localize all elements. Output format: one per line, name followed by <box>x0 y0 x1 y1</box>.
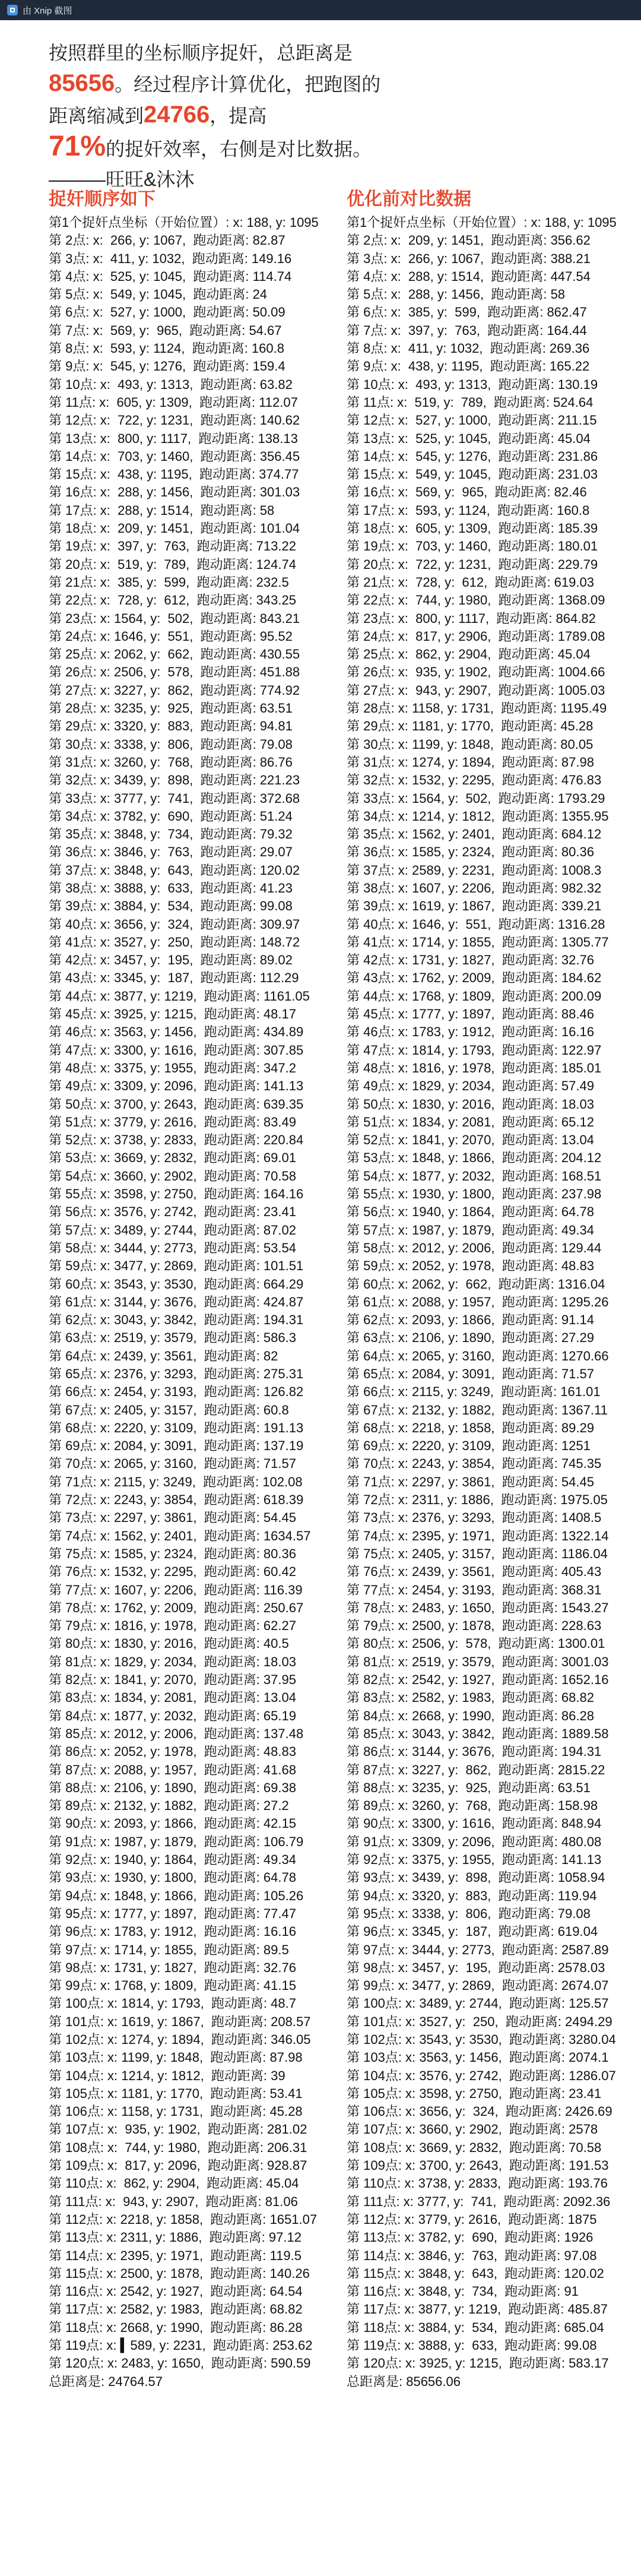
optimized-route-row: 第 102点: x: 1274, y: 1894, 跑动距离: 346.05 <box>49 2031 311 2047</box>
optimized-route-row: 第 2点: x: 266, y: 1067, 跑动距离: 82.87 <box>49 233 285 248</box>
optimized-route-row: 第 18点: x: 209, y: 1451, 跑动距离: 101.04 <box>49 521 300 536</box>
original-route-row: 第 20点: x: 722, y: 1231, 跑动距离: 229.79 <box>347 556 598 572</box>
original-route-row: 第 79点: x: 2500, y: 1878, 跑动距离: 228.63 <box>347 1618 602 1634</box>
optimized-route-row: 第 68点: x: 2220, y: 3109, 跑动距离: 191.13 <box>49 1420 304 1435</box>
original-route-row: 第 63点: x: 2106, y: 1890, 跑动距离: 27.29 <box>347 1330 594 1346</box>
optimized-route-row: 第 40点: x: 3656, y: 324, 跑动距离: 309.97 <box>49 916 300 932</box>
original-route-row: 第 14点: x: 545, y: 1276, 跑动距离: 231.86 <box>347 448 598 464</box>
original-route-row: 第 114点: x: 3846, y: 763, 跑动距离: 97.08 <box>347 2248 597 2263</box>
original-route-row: 第 6点: x: 385, y: 599, 跑动距离: 862.47 <box>347 305 587 320</box>
optimized-route-row: 第 119点: x: ▍589, y: 2231, 跑动距离: 253.62 <box>49 2338 313 2353</box>
optimized-route-row: 第 96点: x: 1783, y: 1912, 跑动距离: 16.16 <box>49 1924 296 1939</box>
original-route-row: 第 49点: x: 1829, y: 2034, 跑动距离: 57.49 <box>347 1078 594 1094</box>
original-route-row: 第 77点: x: 2454, y: 3193, 跑动距离: 368.31 <box>347 1582 602 1597</box>
original-route-row: 第 92点: x: 3375, y: 1955, 跑动距离: 141.13 <box>347 1852 602 1868</box>
original-route-row: 第 39点: x: 1619, y: 1867, 跑动距离: 339.21 <box>347 898 602 914</box>
original-route-row: 第 19点: x: 703, y: 1460, 跑动距离: 180.01 <box>347 539 598 554</box>
original-start-point: 第1个捉奸点坐标（开始位置）: x: 188, y: 1095 <box>347 215 617 230</box>
original-route-row: 第 75点: x: 2405, y: 3157, 跑动距离: 1186.04 <box>347 1546 608 1561</box>
original-route-row: 第 84点: x: 2668, y: 1990, 跑动距离: 86.28 <box>347 1708 594 1723</box>
original-route-row: 第 23点: x: 800, y: 1117, 跑动距离: 864.82 <box>347 610 596 626</box>
original-route-row: 第 22点: x: 744, y: 1980, 跑动距离: 1368.09 <box>347 593 605 608</box>
original-route-row: 第 106点: x: 3656, y: 324, 跑动距离: 2426.69 <box>347 2104 613 2119</box>
original-route-row: 第 7点: x: 397, y: 763, 跑动距离: 164.44 <box>347 322 587 338</box>
optimized-route-row: 第 50点: x: 3700, y: 2643, 跑动距离: 639.35 <box>49 1096 304 1112</box>
optimized-route-row: 第 39点: x: 3884, y: 534, 跑动距离: 99.08 <box>49 898 293 914</box>
optimized-route-row: 第 36点: x: 3846, y: 763, 跑动距离: 29.07 <box>49 844 293 860</box>
optimized-start-point: 第1个捉奸点坐标（开始位置）: x: 188, y: 1095 <box>49 215 319 230</box>
optimized-route-row: 第 111点: x: 943, y: 2907, 跑动距离: 81.06 <box>49 2194 298 2209</box>
original-route-row: 第 108点: x: 3669, y: 2832, 跑动距离: 70.58 <box>347 2140 602 2155</box>
optimized-route-row: 第 120点: x: 2483, y: 1650, 跑动距离: 590.59 <box>49 2356 311 2371</box>
original-route-row: 第 95点: x: 3338, y: 806, 跑动距离: 79.08 <box>347 1906 591 1921</box>
optimized-distance: 24766 <box>144 102 210 128</box>
xnip-app-icon <box>7 5 18 15</box>
original-route-row: 第 104点: x: 3576, y: 2742, 跑动距离: 1286.07 <box>347 2068 616 2083</box>
original-route-list <box>347 232 641 2372</box>
original-route-row: 第 36点: x: 1585, y: 2324, 跑动距离: 80.36 <box>347 844 594 860</box>
original-route-row: 第 52点: x: 1841, y: 2070, 跑动距离: 13.04 <box>347 1132 594 1148</box>
optimized-route-row: 第 117点: x: 2582, y: 1983, 跑动距离: 68.82 <box>49 2302 303 2317</box>
optimized-route-row: 第 44点: x: 3877, y: 1219, 跑动距离: 1161.05 <box>49 988 310 1004</box>
original-route-row: 第 38点: x: 1607, y: 2206, 跑动距离: 982.32 <box>347 880 602 895</box>
original-route-row: 第 3点: x: 266, y: 1067, 跑动距离: 388.21 <box>347 251 591 266</box>
optimized-route-row: 第 58点: x: 3444, y: 2773, 跑动距离: 53.54 <box>49 1240 296 1255</box>
optimized-route-row: 第 20点: x: 519, y: 789, 跑动距离: 124.74 <box>49 556 296 572</box>
original-route-row: 第 82点: x: 2542, y: 1927, 跑动距离: 1652.16 <box>347 1672 609 1688</box>
optimized-route-row: 第 97点: x: 1714, y: 1855, 跑动距离: 89.5 <box>49 1942 289 1957</box>
optimized-route-row: 第 56点: x: 3576, y: 2742, 跑动距离: 23.41 <box>49 1204 296 1220</box>
original-route-row: 第 85点: x: 3043, y: 3842, 跑动距离: 1889.58 <box>347 1726 609 1741</box>
optimized-route-row: 第 8点: x: 593, y: 1124, 跑动距离: 160.8 <box>49 341 284 356</box>
original-route-title: 优化前对比数据 <box>347 189 471 209</box>
optimized-route-row: 第 27点: x: 3227, y: 862, 跑动距离: 774.92 <box>49 682 300 698</box>
optimized-total-distance: 总距离是: 24764.57 <box>49 2374 163 2389</box>
original-route-row: 第 29点: x: 1181, y: 1770, 跑动距离: 45.28 <box>347 719 594 734</box>
original-route-row: 第 50点: x: 1830, y: 2016, 跑动距离: 18.03 <box>347 1096 594 1112</box>
original-route-row: 第 86点: x: 3144, y: 3676, 跑动距离: 194.31 <box>347 1744 602 1759</box>
optimized-route-row: 第 80点: x: 1830, y: 2016, 跑动距离: 40.5 <box>49 1636 289 1651</box>
optimized-route-row: 第 75点: x: 1585, y: 2324, 跑动距离: 80.36 <box>49 1546 296 1561</box>
original-route-row: 第 94点: x: 3320, y: 883, 跑动距离: 119.94 <box>347 1888 597 1903</box>
optimized-route-row: 第 93点: x: 1930, y: 1800, 跑动距离: 64.78 <box>49 1870 296 1885</box>
optimized-route-row: 第 66点: x: 2454, y: 3193, 跑动距离: 126.82 <box>49 1384 304 1400</box>
original-route-row: 第 69点: x: 2220, y: 3109, 跑动距离: 1251 <box>347 1438 591 1454</box>
optimized-route-row: 第 86点: x: 2052, y: 1978, 跑动距离: 48.83 <box>49 1744 296 1759</box>
optimized-route-row: 第 51点: x: 3779, y: 2616, 跑动距离: 83.49 <box>49 1114 296 1129</box>
optimized-route-row: 第 85点: x: 2012, y: 2006, 跑动距离: 137.48 <box>49 1726 304 1741</box>
original-route-row: 第 48点: x: 1816, y: 1978, 跑动距离: 185.01 <box>347 1060 602 1075</box>
optimized-route-row: 第 106点: x: 1158, y: 1731, 跑动距离: 45.28 <box>49 2104 303 2119</box>
optimized-route-row: 第 12点: x: 722, y: 1231, 跑动距离: 140.62 <box>49 413 300 428</box>
optimized-route-row: 第 4点: x: 525, y: 1045, 跑动距离: 114.74 <box>49 268 292 284</box>
optimized-route-row: 第 98点: x: 1731, y: 1827, 跑动距离: 32.76 <box>49 1960 296 1975</box>
optimized-route-row: 第 69点: x: 2084, y: 3091, 跑动距离: 137.19 <box>49 1438 304 1454</box>
window-title: 由 Xnip 截图 <box>23 5 72 16</box>
optimized-route-row: 第 35点: x: 3848, y: 734, 跑动距离: 79.32 <box>49 827 293 842</box>
efficiency-percent: 71% <box>49 131 106 162</box>
optimized-route-row: 第 101点: x: 1619, y: 1867, 跑动距离: 208.57 <box>49 2014 311 2029</box>
original-route-row: 第 89点: x: 3260, y: 768, 跑动距离: 158.98 <box>347 1798 598 1814</box>
optimized-route-row: 第 115点: x: 2500, y: 1878, 跑动距离: 140.26 <box>49 2265 310 2281</box>
optimized-route-row: 第 62点: x: 3043, y: 3842, 跑动距离: 194.31 <box>49 1312 304 1328</box>
original-route-row: 第 30点: x: 1199, y: 1848, 跑动距离: 80.05 <box>347 736 594 752</box>
original-route-row: 第 51点: x: 1834, y: 2081, 跑动距离: 65.12 <box>347 1114 594 1129</box>
original-route-row: 第 15点: x: 549, y: 1045, 跑动距离: 231.03 <box>347 467 598 482</box>
original-route-row: 第 46点: x: 1783, y: 1912, 跑动距离: 16.16 <box>347 1024 594 1040</box>
optimized-route-row: 第 22点: x: 728, y: 612, 跑动距离: 343.25 <box>49 593 296 608</box>
optimized-route-row: 第 42点: x: 3457, y: 195, 跑动距离: 89.02 <box>49 952 293 968</box>
original-route-row: 第 96点: x: 3345, y: 187, 跑动距离: 619.04 <box>347 1924 598 1939</box>
optimized-route-row: 第 23点: x: 1564, y: 502, 跑动距离: 843.21 <box>49 610 300 626</box>
original-total-distance: 总距离是: 85656.06 <box>347 2374 461 2389</box>
optimized-route-row: 第 6点: x: 527, y: 1000, 跑动距离: 50.09 <box>49 305 285 320</box>
optimized-route-row: 第 84点: x: 1877, y: 2032, 跑动距离: 65.19 <box>49 1708 296 1723</box>
intro-text-1: 按照群里的坐标顺序捉奸，总距离是 <box>49 42 353 64</box>
original-route-row: 第 100点: x: 3489, y: 2744, 跑动距离: 125.57 <box>347 1996 609 2011</box>
optimized-route-row: 第 14点: x: 703, y: 1460, 跑动距离: 356.45 <box>49 448 300 464</box>
optimized-route-row: 第 88点: x: 2106, y: 1890, 跑动距离: 69.38 <box>49 1780 296 1795</box>
optimized-route-row: 第 53点: x: 3669, y: 2832, 跑动距离: 69.01 <box>49 1150 296 1166</box>
original-route-row: 第 5点: x: 288, y: 1456, 跑动距离: 58 <box>347 287 566 302</box>
original-route-row: 第 12点: x: 527, y: 1000, 跑动距离: 211.15 <box>347 413 597 428</box>
optimized-route-row: 第 9点: x: 545, y: 1276, 跑动距离: 159.4 <box>49 359 285 374</box>
optimized-route-row: 第 63点: x: 2519, y: 3579, 跑动距离: 586.3 <box>49 1330 296 1346</box>
optimized-route-row: 第 13点: x: 800, y: 1117, 跑动距离: 138.13 <box>49 431 298 446</box>
optimized-route-row: 第 82点: x: 1841, y: 2070, 跑动距离: 37.95 <box>49 1672 296 1688</box>
original-route-row: 第 101点: x: 3527, y: 250, 跑动距离: 2494.29 <box>347 2014 613 2029</box>
original-route-row: 第 4点: x: 288, y: 1514, 跑动距离: 447.54 <box>347 268 591 284</box>
optimized-route-row: 第 32点: x: 3439, y: 898, 跑动距离: 221.23 <box>49 773 300 788</box>
original-route-row: 第 110点: x: 3738, y: 2833, 跑动距离: 193.76 <box>347 2176 608 2191</box>
original-route-row: 第 17点: x: 593, y: 1124, 跑动距离: 160.8 <box>347 502 590 518</box>
optimized-route-row: 第 104点: x: 1214, y: 1812, 跑动距离: 39 <box>49 2068 285 2083</box>
optimized-route-row: 第 41点: x: 3527, y: 250, 跑动距离: 148.72 <box>49 934 300 950</box>
optimized-route-row: 第 61点: x: 3144, y: 3676, 跑动距离: 424.87 <box>49 1294 304 1309</box>
optimized-route-row: 第 10点: x: 493, y: 1313, 跑动距离: 63.82 <box>49 376 293 392</box>
original-route-column <box>347 189 641 2391</box>
optimized-route-row: 第 77点: x: 1607, y: 2206, 跑动距离: 116.39 <box>49 1582 303 1597</box>
original-route-row: 第 97点: x: 3444, y: 2773, 跑动距离: 2587.89 <box>347 1942 609 1957</box>
optimized-route-row: 第 107点: x: 935, y: 1902, 跑动距离: 281.02 <box>49 2122 307 2137</box>
optimized-route-row: 第 74点: x: 1562, y: 2401, 跑动距离: 1634.57 <box>49 1528 311 1543</box>
optimized-route-row: 第 72点: x: 2243, y: 3854, 跑动距离: 618.39 <box>49 1492 304 1508</box>
original-route-row: 第 18点: x: 605, y: 1309, 跑动距离: 185.39 <box>347 521 598 536</box>
optimized-route-row: 第 45点: x: 3925, y: 1215, 跑动距离: 48.17 <box>49 1007 296 1022</box>
optimized-route-row: 第 49点: x: 3309, y: 2096, 跑动距离: 141.13 <box>49 1078 304 1094</box>
optimized-route-row: 第 91点: x: 1987, y: 1879, 跑动距离: 106.79 <box>49 1834 304 1849</box>
original-route-row: 第 35点: x: 1562, y: 2401, 跑动距离: 684.12 <box>347 827 602 842</box>
optimized-route-row: 第 103点: x: 1199, y: 1848, 跑动距离: 87.98 <box>49 2050 303 2065</box>
original-route-row: 第 11点: x: 519, y: 789, 跑动距离: 524.64 <box>347 394 594 410</box>
original-route-row: 第 33点: x: 1564, y: 502, 跑动距离: 1793.29 <box>347 790 605 806</box>
original-route-row: 第 55点: x: 1930, y: 1800, 跑动距离: 237.98 <box>347 1186 602 1202</box>
original-route-row: 第 26点: x: 935, y: 1902, 跑动距离: 1004.66 <box>347 664 605 680</box>
optimized-route-row: 第 81点: x: 1829, y: 2034, 跑动距离: 18.03 <box>49 1654 296 1669</box>
original-route-row: 第 83点: x: 2582, y: 1983, 跑动距离: 68.82 <box>347 1690 594 1705</box>
original-route-row: 第 60点: x: 2062, y: 662, 跑动距离: 1316.04 <box>347 1276 605 1292</box>
original-route-row: 第 37点: x: 2589, y: 2231, 跑动距离: 1008.3 <box>347 862 602 878</box>
original-route-row: 第 61点: x: 2088, y: 1957, 跑动距离: 1295.26 <box>347 1294 609 1309</box>
original-route-row: 第 58点: x: 2012, y: 2006, 跑动距离: 129.44 <box>347 1240 602 1255</box>
optimized-route-row: 第 57点: x: 3489, y: 2744, 跑动距离: 87.02 <box>49 1222 296 1238</box>
original-route-row: 第 34点: x: 1214, y: 1812, 跑动距离: 1355.95 <box>347 808 609 824</box>
optimized-route-title: 捉奸顺序如下 <box>49 189 156 209</box>
original-route-row: 第 113点: x: 3782, y: 690, 跑动距离: 1926 <box>347 2230 594 2245</box>
optimized-route-row: 第 83点: x: 1834, y: 2081, 跑动距离: 13.04 <box>49 1690 296 1705</box>
original-route-row: 第 102点: x: 3543, y: 3530, 跑动距离: 3280.04 <box>347 2031 616 2047</box>
original-route-row: 第 64点: x: 2065, y: 3160, 跑动距离: 1270.66 <box>347 1348 609 1363</box>
original-route-row: 第 40点: x: 1646, y: 551, 跑动距离: 1316.28 <box>347 916 605 932</box>
optimized-route-row: 第 16点: x: 288, y: 1456, 跑动距离: 301.03 <box>49 485 300 500</box>
original-route-row: 第 13点: x: 525, y: 1045, 跑动距离: 45.04 <box>347 431 591 446</box>
original-route-row: 第 78点: x: 2483, y: 1650, 跑动距离: 1543.27 <box>347 1600 609 1615</box>
optimized-route-row: 第 33点: x: 3777, y: 741, 跑动距离: 372.68 <box>49 790 300 806</box>
optimized-route-row: 第 3点: x: 411, y: 1032, 跑动距离: 149.16 <box>49 251 292 266</box>
original-route-row: 第 111点: x: 3777, y: 741, 跑动距离: 2092.36 <box>347 2194 611 2209</box>
original-route-row: 第 76点: x: 2439, y: 3561, 跑动距离: 405.43 <box>347 1564 602 1580</box>
intro-text-4: 的捉奸效率，右侧是对比数据。———旺旺&沐沐 <box>49 138 372 190</box>
original-route-row: 第 87点: x: 3227, y: 862, 跑动距离: 2815.22 <box>347 1762 605 1777</box>
original-route-row: 第 66点: x: 2115, y: 3249, 跑动距离: 161.01 <box>347 1384 601 1400</box>
original-route-row: 第 10点: x: 493, y: 1313, 跑动距离: 130.19 <box>347 376 598 392</box>
original-route-row: 第 117点: x: 3877, y: 1219, 跑动距离: 485.87 <box>347 2302 608 2317</box>
original-route-row: 第 28点: x: 1158, y: 1731, 跑动距离: 1195.49 <box>347 701 607 716</box>
optimized-route-row: 第 47点: x: 3300, y: 1616, 跑动距离: 307.85 <box>49 1042 304 1058</box>
original-route-row: 第 81点: x: 2519, y: 3579, 跑动距离: 3001.03 <box>347 1654 609 1669</box>
original-route-row: 第 103点: x: 3563, y: 1456, 跑动距离: 2074.1 <box>347 2050 609 2065</box>
optimized-route-row: 第 29点: x: 3320, y: 883, 跑动距离: 94.81 <box>49 719 293 734</box>
original-route-row: 第 109点: x: 3700, y: 2643, 跑动距离: 191.53 <box>347 2158 609 2173</box>
original-route-row: 第 107点: x: 3660, y: 2902, 跑动距离: 2578 <box>347 2122 598 2137</box>
optimized-route-row: 第 116点: x: 2542, y: 1927, 跑动距离: 64.54 <box>49 2284 303 2299</box>
optimized-route-row: 第 34点: x: 3782, y: 690, 跑动距离: 51.24 <box>49 808 293 824</box>
optimized-route-row: 第 7点: x: 569, y: 965, 跑动距离: 54.67 <box>49 322 282 338</box>
original-route-row: 第 32点: x: 1532, y: 2295, 跑动距离: 476.83 <box>347 773 602 788</box>
optimized-route-row: 第 59点: x: 3477, y: 2869, 跑动距离: 101.51 <box>49 1258 304 1274</box>
optimized-route-row: 第 109点: x: 817, y: 2096, 跑动距离: 928.87 <box>49 2158 307 2173</box>
original-route-row: 第 54点: x: 1877, y: 2032, 跑动距离: 168.51 <box>347 1168 602 1183</box>
original-route-row: 第 57点: x: 1987, y: 1879, 跑动距离: 49.34 <box>347 1222 594 1238</box>
optimized-route-row: 第 46点: x: 3563, y: 1456, 跑动距离: 434.89 <box>49 1024 304 1040</box>
optimized-route-row: 第 112点: x: 2218, y: 1858, 跑动距离: 1651.07 <box>49 2211 318 2227</box>
intro-paragraph <box>49 38 381 195</box>
original-route-row: 第 99点: x: 3477, y: 2869, 跑动距离: 2674.07 <box>347 1978 609 1993</box>
original-route-row: 第 53点: x: 1848, y: 1866, 跑动距离: 204.12 <box>347 1150 602 1166</box>
original-route-row: 第 88点: x: 3235, y: 925, 跑动距离: 63.51 <box>347 1780 591 1795</box>
original-route-row: 第 9点: x: 438, y: 1195, 跑动距离: 165.22 <box>347 359 590 374</box>
optimized-route-row: 第 67点: x: 2405, y: 3157, 跑动距离: 60.8 <box>49 1402 289 1417</box>
original-route-row: 第 70点: x: 2243, y: 3854, 跑动距离: 745.35 <box>347 1456 602 1471</box>
original-route-row: 第 73点: x: 2376, y: 3293, 跑动距离: 1408.5 <box>347 1510 602 1526</box>
original-route-row: 第 24点: x: 817, y: 2906, 跑动距离: 1789.08 <box>347 628 605 644</box>
original-route-row: 第 27点: x: 943, y: 2907, 跑动距离: 1005.03 <box>347 682 605 698</box>
original-route-row: 第 47点: x: 1814, y: 1793, 跑动距离: 122.97 <box>347 1042 602 1058</box>
optimized-route-list <box>49 232 345 2372</box>
optimized-route-row: 第 5点: x: 549, y: 1045, 跑动距离: 24 <box>49 287 268 302</box>
optimized-route-row: 第 118点: x: 2668, y: 1990, 跑动距离: 86.28 <box>49 2319 303 2335</box>
optimized-route-row: 第 71点: x: 2115, y: 3249, 跑动距离: 102.08 <box>49 1474 303 1489</box>
optimized-route-column <box>49 189 345 2391</box>
optimized-route-row: 第 76点: x: 1532, y: 2295, 跑动距离: 60.42 <box>49 1564 296 1580</box>
original-route-row: 第 41点: x: 1714, y: 1855, 跑动距离: 1305.77 <box>347 934 609 950</box>
original-route-row: 第 45点: x: 1777, y: 1897, 跑动距离: 88.46 <box>347 1007 594 1022</box>
optimized-route-row: 第 60点: x: 3543, y: 3530, 跑动距离: 664.29 <box>49 1276 304 1292</box>
optimized-route-row: 第 52点: x: 3738, y: 2833, 跑动距离: 220.84 <box>49 1132 304 1148</box>
optimized-route-row: 第 73点: x: 2297, y: 3861, 跑动距离: 54.45 <box>49 1510 296 1526</box>
original-route-row: 第 42点: x: 1731, y: 1827, 跑动距离: 32.76 <box>347 952 594 968</box>
original-route-row: 第 90点: x: 3300, y: 1616, 跑动距离: 848.94 <box>347 1816 602 1831</box>
optimized-route-row: 第 64点: x: 2439, y: 3561, 跑动距离: 82 <box>49 1348 278 1363</box>
optimized-route-row: 第 92点: x: 1940, y: 1864, 跑动距离: 49.34 <box>49 1852 296 1868</box>
optimized-route-row: 第 87点: x: 2088, y: 1957, 跑动距离: 41.68 <box>49 1762 296 1777</box>
original-route-row: 第 62点: x: 2093, y: 1866, 跑动距离: 91.14 <box>347 1312 594 1328</box>
optimized-route-row: 第 19点: x: 397, y: 763, 跑动距离: 713.22 <box>49 539 296 554</box>
optimized-route-row: 第 110点: x: 862, y: 2904, 跑动距离: 45.04 <box>49 2176 299 2191</box>
optimized-route-row: 第 38点: x: 3888, y: 633, 跑动距离: 41.23 <box>49 880 293 895</box>
optimized-route-row: 第 90点: x: 2093, y: 1866, 跑动距离: 42.15 <box>49 1816 296 1831</box>
optimized-route-row: 第 21点: x: 385, y: 599, 跑动距离: 232.5 <box>49 574 289 590</box>
optimized-route-row: 第 100点: x: 1814, y: 1793, 跑动距离: 48.7 <box>49 1996 296 2011</box>
optimized-route-row: 第 55点: x: 3598, y: 2750, 跑动距离: 164.16 <box>49 1186 304 1202</box>
optimized-route-row: 第 37点: x: 3848, y: 643, 跑动距离: 120.02 <box>49 862 300 878</box>
optimized-route-row: 第 48点: x: 3375, y: 1955, 跑动距离: 347.2 <box>49 1060 296 1075</box>
original-route-row: 第 59点: x: 2052, y: 1978, 跑动距离: 48.83 <box>347 1258 594 1274</box>
original-route-row: 第 21点: x: 728, y: 612, 跑动距离: 619.03 <box>347 574 594 590</box>
original-route-row: 第 8点: x: 411, y: 1032, 跑动距离: 269.36 <box>347 341 590 356</box>
optimized-route-row: 第 15点: x: 438, y: 1195, 跑动距离: 374.77 <box>49 467 299 482</box>
optimized-route-row: 第 95点: x: 1777, y: 1897, 跑动距离: 77.47 <box>49 1906 296 1921</box>
original-route-row: 第 31点: x: 1274, y: 1894, 跑动距离: 87.98 <box>347 754 594 770</box>
optimized-route-row: 第 25点: x: 2062, y: 662, 跑动距离: 430.55 <box>49 647 300 662</box>
optimized-route-row: 第 114点: x: 2395, y: 1971, 跑动距离: 119.5 <box>49 2248 302 2263</box>
optimized-route-row: 第 108点: x: 744, y: 1980, 跑动距离: 206.31 <box>49 2140 307 2155</box>
optimized-route-row: 第 43点: x: 3345, y: 187, 跑动距离: 112.29 <box>49 970 299 986</box>
original-route-row: 第 115点: x: 3848, y: 643, 跑动距离: 120.02 <box>347 2265 604 2281</box>
original-route-row: 第 118点: x: 3884, y: 534, 跑动距离: 685.04 <box>347 2319 604 2335</box>
optimized-route-row: 第 99点: x: 1768, y: 1809, 跑动距离: 41.15 <box>49 1978 296 1993</box>
original-route-row: 第 120点: x: 3925, y: 1215, 跑动距离: 583.17 <box>347 2356 609 2371</box>
original-route-row: 第 44点: x: 1768, y: 1809, 跑动距离: 200.09 <box>347 988 602 1004</box>
original-route-row: 第 43点: x: 1762, y: 2009, 跑动距离: 184.62 <box>347 970 602 986</box>
optimized-route-row: 第 78点: x: 1762, y: 2009, 跑动距离: 250.67 <box>49 1600 304 1615</box>
original-route-row: 第 119点: x: 3888, y: 633, 跑动距离: 99.08 <box>347 2338 597 2353</box>
original-distance: 85656 <box>49 70 115 96</box>
optimized-route-row: 第 94点: x: 1848, y: 1866, 跑动距离: 105.26 <box>49 1888 304 1903</box>
optimized-route-row: 第 24点: x: 1646, y: 551, 跑动距离: 95.52 <box>49 628 293 644</box>
optimized-route-row: 第 65点: x: 2376, y: 3293, 跑动距离: 275.31 <box>49 1366 304 1381</box>
optimized-route-row: 第 54点: x: 3660, y: 2902, 跑动距离: 70.58 <box>49 1168 296 1183</box>
original-route-row: 第 98点: x: 3457, y: 195, 跑动距离: 2578.03 <box>347 1960 605 1975</box>
intro-text-3: ，提高 <box>210 105 267 126</box>
original-route-row: 第 72点: x: 2311, y: 1886, 跑动距离: 1975.05 <box>347 1492 608 1508</box>
optimized-route-row: 第 113点: x: 2311, y: 1886, 跑动距离: 97.12 <box>49 2230 302 2245</box>
optimized-route-row: 第 26点: x: 2506, y: 578, 跑动距离: 451.88 <box>49 664 300 680</box>
original-route-row: 第 74点: x: 2395, y: 1971, 跑动距离: 1322.14 <box>347 1528 609 1543</box>
original-route-row: 第 105点: x: 3598, y: 2750, 跑动距离: 23.41 <box>347 2086 602 2101</box>
intro-text-2: 。经过程序计算优化，把跑图的距离缩减到 <box>49 74 381 126</box>
optimized-route-row: 第 105点: x: 1181, y: 1770, 跑动距离: 53.41 <box>49 2086 303 2101</box>
optimized-route-row: 第 70点: x: 2065, y: 3160, 跑动距离: 71.57 <box>49 1456 296 1471</box>
original-route-row: 第 65点: x: 2084, y: 3091, 跑动距离: 71.57 <box>347 1366 594 1381</box>
original-route-row: 第 25点: x: 862, y: 2904, 跑动距离: 45.04 <box>347 647 591 662</box>
title-bar <box>0 0 641 20</box>
original-route-row: 第 91点: x: 3309, y: 2096, 跑动距离: 480.08 <box>347 1834 602 1849</box>
original-route-row: 第 71点: x: 2297, y: 3861, 跑动距离: 54.45 <box>347 1474 594 1489</box>
original-route-row: 第 67点: x: 2132, y: 1882, 跑动距离: 1367.11 <box>347 1402 608 1417</box>
optimized-route-row: 第 89点: x: 2132, y: 1882, 跑动距离: 27.2 <box>49 1798 289 1814</box>
original-route-row: 第 56点: x: 1940, y: 1864, 跑动距离: 64.78 <box>347 1204 594 1220</box>
original-route-row: 第 2点: x: 209, y: 1451, 跑动距离: 356.62 <box>347 233 591 248</box>
optimized-route-row: 第 11点: x: 605, y: 1309, 跑动距离: 112.07 <box>49 394 298 410</box>
original-route-row: 第 116点: x: 3848, y: 734, 跑动距离: 91 <box>347 2284 579 2299</box>
original-route-row: 第 80点: x: 2506, y: 578, 跑动距离: 1300.01 <box>347 1636 605 1651</box>
original-route-row: 第 112点: x: 3779, y: 2616, 跑动距离: 1875 <box>347 2211 597 2227</box>
original-route-row: 第 93点: x: 3439, y: 898, 跑动距离: 1058.94 <box>347 1870 605 1885</box>
optimized-route-row: 第 28点: x: 3235, y: 925, 跑动距离: 63.51 <box>49 701 293 716</box>
original-route-row: 第 16点: x: 569, y: 965, 跑动距离: 82.46 <box>347 485 587 500</box>
optimized-route-row: 第 79点: x: 1816, y: 1978, 跑动距离: 62.27 <box>49 1618 296 1634</box>
original-route-row: 第 68点: x: 2218, y: 1858, 跑动距离: 89.29 <box>347 1420 594 1435</box>
optimized-route-row: 第 31点: x: 3260, y: 768, 跑动距离: 86.76 <box>49 754 293 770</box>
optimized-route-row: 第 30点: x: 3338, y: 806, 跑动距离: 79.08 <box>49 736 293 752</box>
optimized-route-row: 第 17点: x: 288, y: 1514, 跑动距离: 58 <box>49 502 275 518</box>
